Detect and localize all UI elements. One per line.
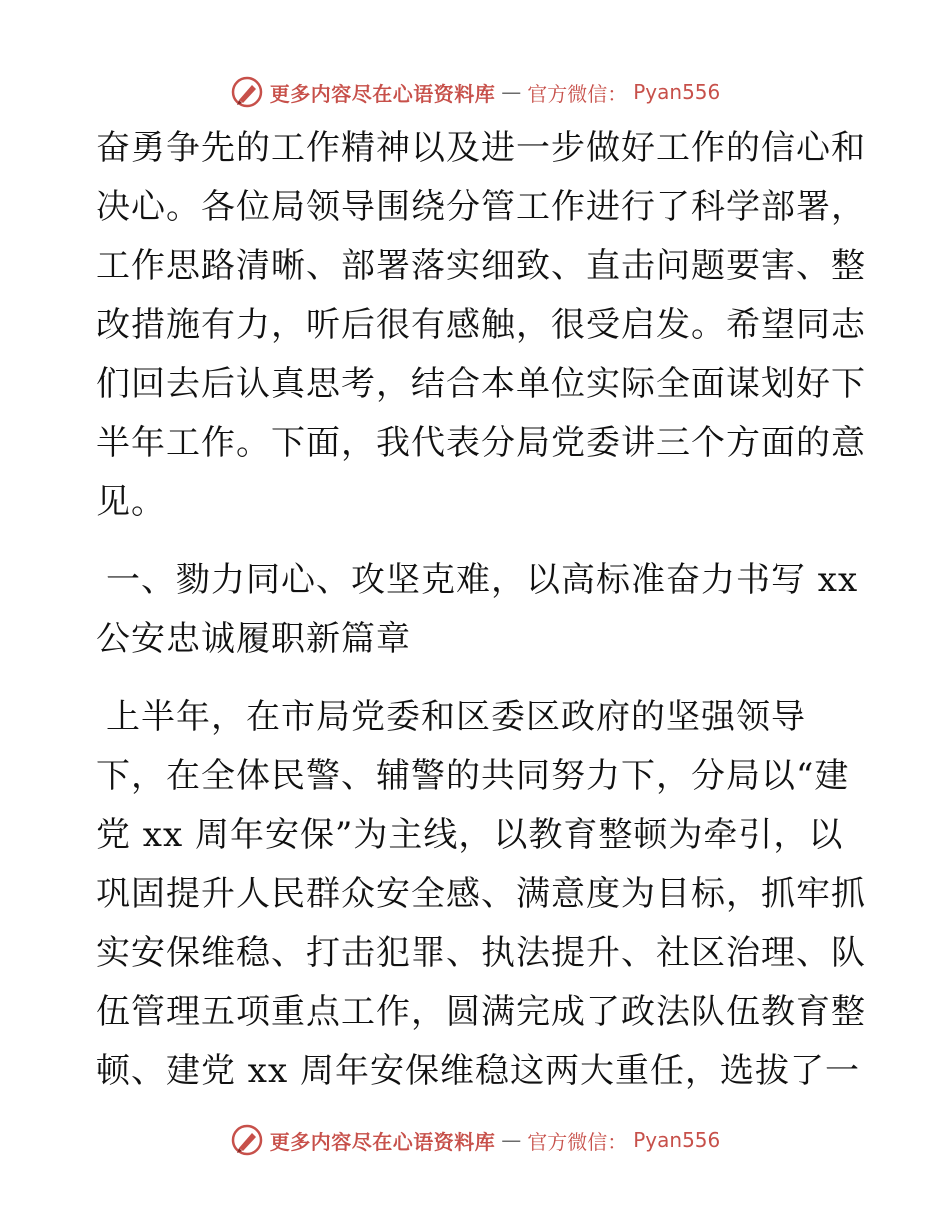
pen-logo-icon <box>230 1123 264 1157</box>
watermark-wechat: Pyan556 <box>633 80 721 104</box>
heading-line: 一、勠力同心、攻坚克难，以高标准奋力书写 xx <box>106 560 859 600</box>
text-line: 顿、建党 xx 周年安保维稳这两大重任，选拔了一 <box>96 1051 860 1091</box>
paragraph-1 <box>96 124 866 526</box>
text-line: 伍管理五项重点工作，圆满完成了政法队伍教育整 <box>96 992 866 1032</box>
text-line: 上半年，在市局党委和区委区政府的坚强领导 <box>106 697 806 737</box>
watermark-dash: — <box>501 1128 522 1152</box>
pen-logo-icon <box>230 75 264 109</box>
section-heading-1 <box>96 556 859 663</box>
text-line: 实安保维稳、打击犯罪、执法提升、社区治理、队 <box>96 933 866 973</box>
watermark-site: 更多内容尽在心语资料库 <box>269 81 496 106</box>
watermark-site: 更多内容尽在心语资料库 <box>269 1129 496 1154</box>
text-line: 工作思路清晰、部署落实细致、直击问题要害、整 <box>96 246 866 286</box>
text-line: 奋勇争先的工作精神以及进一步做好工作的信心和 <box>96 128 866 168</box>
text-line: 改措施有力，听后很有感触，很受启发。希望同志 <box>96 305 866 345</box>
watermark-wechat: Pyan556 <box>633 1128 721 1152</box>
text-line: 见。 <box>96 482 166 522</box>
text-line: 下，在全体民警、辅警的共同努力下，分局以“建 <box>96 756 850 796</box>
watermark-label: 官方微信： <box>527 1129 628 1154</box>
body-text <box>96 124 866 1106</box>
heading-line: 公安忠诚履职新篇章 <box>96 619 411 659</box>
text-line: 党 xx 周年安保”为主线，以教育整顿为牵引，以 <box>96 815 844 855</box>
watermark-label: 官方微信： <box>527 81 628 106</box>
watermark-dash: — <box>501 80 522 104</box>
text-line: 们回去后认真思考，结合本单位实际全面谋划好下 <box>96 364 866 404</box>
header-watermark <box>0 72 950 112</box>
text-line: 半年工作。下面，我代表分局党委讲三个方面的意 <box>96 423 866 463</box>
footer-watermark <box>0 1120 950 1160</box>
text-line: 决心。各位局领导围绕分管工作进行了科学部署， <box>96 187 866 227</box>
paragraph-2 <box>96 693 866 1095</box>
text-line: 巩固提升人民群众安全感、满意度为目标，抓牢抓 <box>96 874 866 914</box>
